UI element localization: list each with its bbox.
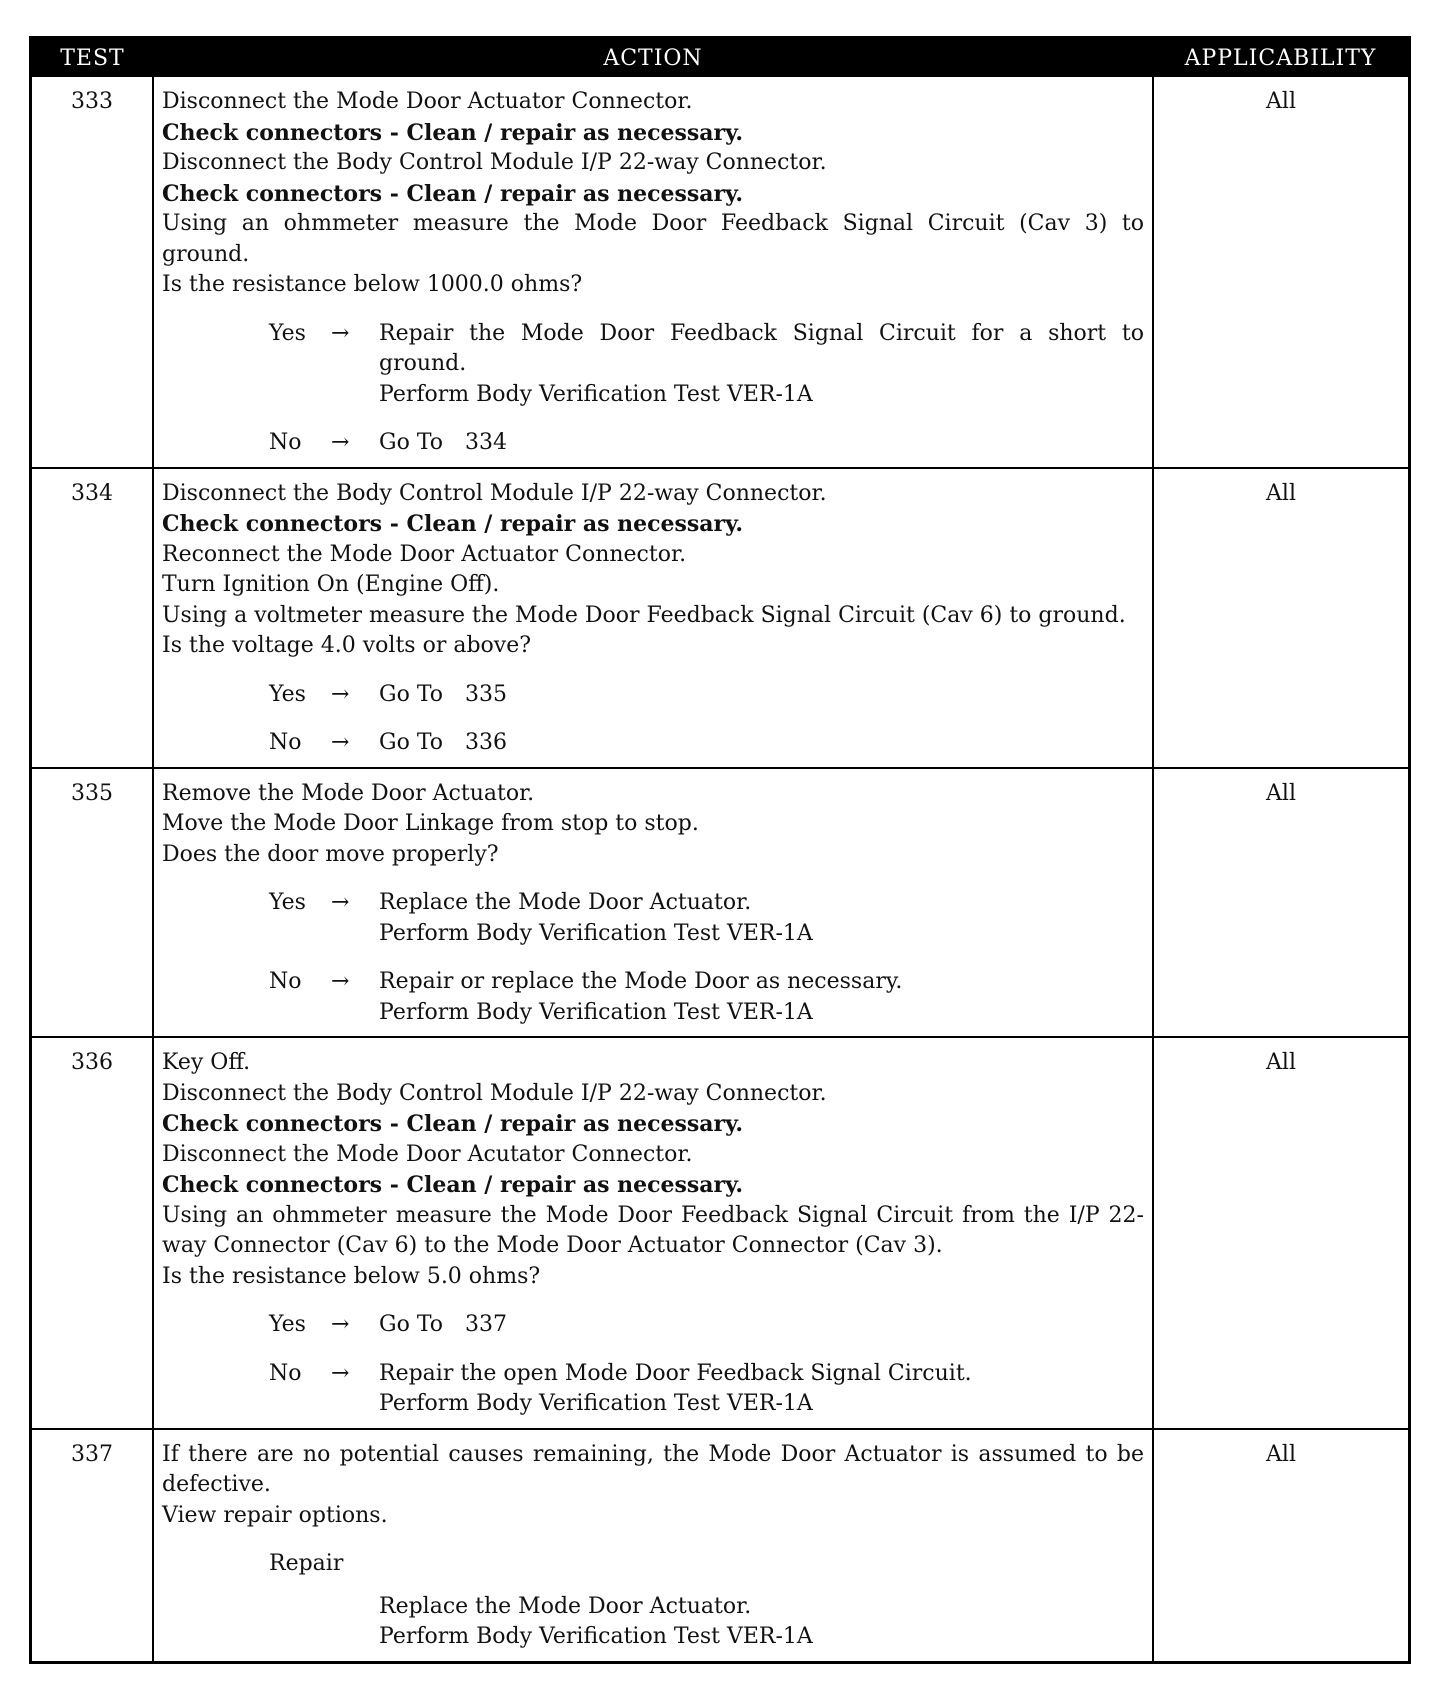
- goto-label: Go To: [379, 1312, 444, 1337]
- applicability-value: All: [1153, 1037, 1408, 1429]
- test-number: 335: [32, 768, 153, 1038]
- arrow-icon: →: [331, 1312, 350, 1337]
- check-connectors-note: Check connectors - Clean / repair as necessary.: [162, 511, 744, 537]
- goto-test-number: 335: [465, 681, 508, 707]
- check-connectors-note: Check connectors - Clean / repair as necessary.: [162, 180, 744, 207]
- arrow-icon: →: [331, 890, 350, 915]
- result-line: Repair the Mode Door Feedback Signal Circuit for a short to ground.: [379, 320, 1144, 376]
- action-step: Disconnect the Body Control Module I/P 22-way Connector.: [162, 480, 827, 506]
- applicability-value: All: [1153, 768, 1408, 1038]
- table-row: [32, 1429, 1408, 1661]
- result-line: Perform Body Verification Test VER-1A: [379, 381, 813, 407]
- arrow-icon: →: [331, 969, 350, 994]
- choice-no: [269, 428, 1144, 459]
- action-cell: [153, 768, 1153, 1038]
- choice-condition: No: [269, 969, 302, 994]
- action-step: Does the door move properly?: [162, 841, 499, 867]
- check-connectors-note: Check connectors - Clean / repair as necessary.: [162, 1111, 744, 1137]
- goto-label: Go To: [379, 681, 444, 707]
- header-row: [32, 39, 1408, 77]
- repair-label: Repair: [269, 1551, 344, 1576]
- table-row: [32, 1037, 1408, 1429]
- arrow-icon: →: [331, 320, 350, 346]
- goto-test-number: 334: [465, 430, 508, 455]
- result-line: Replace the Mode Door Actuator.: [379, 890, 752, 915]
- choice-no: [269, 967, 1144, 1028]
- action-step: Remove the Mode Door Actuator.: [162, 780, 535, 806]
- choice-condition: No: [269, 430, 302, 455]
- action-step: Is the voltage 4.0 volts or above?: [162, 633, 532, 658]
- choice-condition: Yes: [269, 1312, 306, 1337]
- action-step: Disconnect the Mode Door Acutator Connector.: [162, 1141, 693, 1167]
- choice-yes: [269, 1310, 1144, 1341]
- result-line: Repair or replace the Mode Door as necessary.: [379, 969, 903, 994]
- choice-result: [379, 1359, 1144, 1420]
- repair-line: Replace the Mode Door Actuator.: [379, 1593, 752, 1619]
- choice-no: [269, 728, 1144, 759]
- test-number: 337: [32, 1429, 153, 1661]
- action-step: Turn Ignition On (Engine Off).: [162, 572, 500, 597]
- table-body: [32, 77, 1408, 1661]
- action-step: Disconnect the Body Control Module I/P 22-way Connector.: [162, 1080, 827, 1106]
- choice-yes: [269, 319, 1144, 411]
- action-step: Key Off.: [162, 1050, 251, 1075]
- goto-test-number: 336: [465, 730, 508, 755]
- check-connectors-note: Check connectors - Clean / repair as necessary.: [162, 1172, 744, 1198]
- action-step: Disconnect the Body Control Module I/P 22-way Connector.: [162, 150, 827, 175]
- table-row: [32, 468, 1408, 768]
- goto-label: Go To: [379, 730, 444, 755]
- goto-label: Go To: [379, 430, 444, 455]
- choice-yes: [269, 680, 1144, 711]
- steps-table: [32, 39, 1408, 1661]
- arrow-icon: →: [331, 1360, 350, 1386]
- choice-result: [379, 967, 1144, 1028]
- repair-line: Perform Body Verification Test VER-1A: [379, 1624, 813, 1649]
- arrow-icon: →: [331, 730, 350, 755]
- applicability-value: All: [1153, 1429, 1408, 1661]
- action-step: Reconnect the Mode Door Actuator Connector.: [162, 541, 687, 567]
- action-cell: [153, 1429, 1153, 1661]
- applicability-value: All: [1266, 89, 1296, 114]
- choice-result: [379, 428, 1144, 459]
- choice-condition: Yes: [269, 890, 306, 915]
- choice-no: [269, 1359, 1144, 1420]
- arrow-icon: →: [331, 681, 350, 707]
- choice-yes: [269, 888, 1144, 949]
- choice-result: [379, 1310, 1144, 1341]
- header-applicability: APPLICABILITY: [1153, 39, 1408, 77]
- table-row: [32, 768, 1408, 1038]
- action-step: Is the resistance below 5.0 ohms?: [162, 1263, 541, 1289]
- choice-result: [379, 680, 1144, 711]
- action-cell: [153, 1037, 1153, 1429]
- test-number: 333: [32, 77, 153, 468]
- action-step: Disconnect the Mode Door Actuator Connector.: [162, 89, 693, 114]
- choice-condition: Yes: [269, 320, 306, 346]
- result-line: Repair the open Mode Door Feedback Signal Circuit.: [379, 1360, 972, 1386]
- table-row: [32, 77, 1408, 468]
- choice-condition: No: [269, 1360, 302, 1386]
- action-step: Using an ohmmeter measure the Mode Door Feedback Signal Circuit (Cav 3) to ground.: [162, 211, 1144, 267]
- result-line: Perform Body Verification Test VER-1A: [379, 1391, 813, 1416]
- choice-condition: No: [269, 730, 302, 755]
- result-line: Perform Body Verification Test VER-1A: [379, 999, 813, 1025]
- choice-result: [379, 319, 1144, 411]
- diagnostic-test-table: [29, 36, 1411, 1664]
- choice-condition: Yes: [269, 681, 306, 707]
- applicability-value: All: [1153, 468, 1408, 768]
- header-action: ACTION: [153, 39, 1153, 77]
- arrow-icon: →: [331, 430, 350, 455]
- choice-result: [379, 728, 1144, 759]
- action-step: View repair options.: [162, 1502, 388, 1528]
- test-number: 334: [32, 468, 153, 768]
- action-step: Is the resistance below 1000.0 ohms?: [162, 272, 583, 297]
- action-cell: [153, 468, 1153, 768]
- action-step: Move the Mode Door Linkage from stop to stop.: [162, 811, 699, 836]
- test-number: 336: [32, 1037, 153, 1429]
- header-test: TEST: [32, 39, 153, 77]
- action-cell: [153, 77, 1153, 468]
- check-connectors-note: Check connectors - Clean / repair as necessary.: [162, 119, 744, 146]
- action-step: If there are no potential causes remaining, the Mode Door Actuator is assumed to be defective.: [162, 1441, 1144, 1497]
- result-line: Perform Body Verification Test VER-1A: [379, 920, 813, 946]
- goto-test-number: 337: [465, 1312, 508, 1337]
- repair-lines: [379, 1592, 1144, 1653]
- choice-result: [379, 888, 1144, 949]
- action-step: Using a voltmeter measure the Mode Door Feedback Signal Circuit (Cav 6) to ground.: [162, 602, 1126, 628]
- repair-options: [269, 1549, 1144, 1653]
- action-step: Using an ohmmeter measure the Mode Door Feedback Signal Circuit from the I/P 22-way Connector (Cav 6) to the Mode Door Actuator Connector (Cav 3).: [162, 1202, 1144, 1258]
